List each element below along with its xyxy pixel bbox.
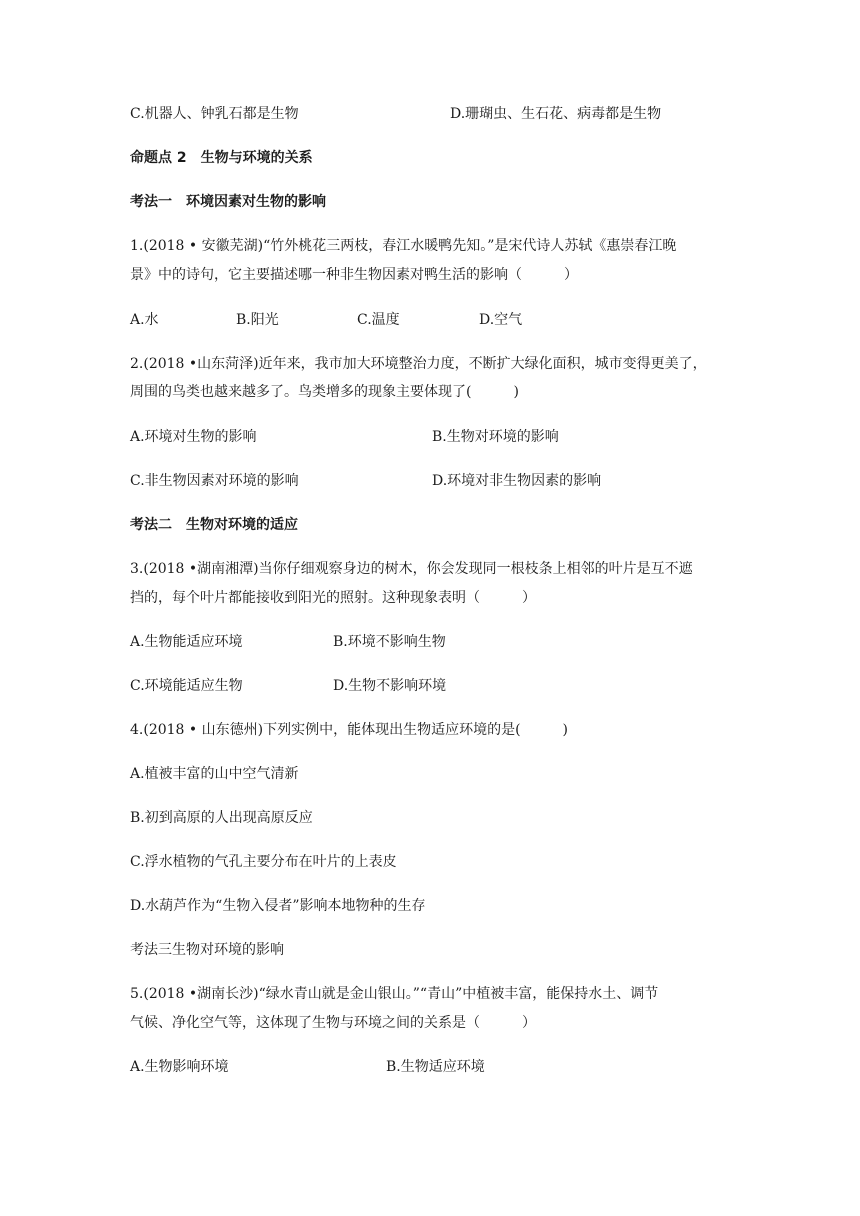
- question-3-line-1: 3.(2018 •湖南湘潭)当你仔细观察身边的树木，你会发现同一根枝条上相邻的叶片是互不遮: [130, 561, 693, 577]
- question-2-line-2: 周围的鸟类也越来越多了。鸟类增多的现象主要体现了( ): [130, 384, 519, 400]
- q2-option-b: B.生物对环境的影响: [432, 429, 559, 445]
- q4-option-a: A.植被丰富的山中空气清新: [130, 766, 299, 782]
- question-5-line-2: 气候、净化空气等，这体现了生物与环境之间的关系是（ ）: [130, 1015, 536, 1031]
- question-1-line-1: 1.(2018 • 安徽芜湖)“竹外桃花三两枝，春江水暖鸭先知。”是宋代诗人苏轼《惠崇春江晚: [130, 238, 677, 254]
- q0-option-d: D.珊瑚虫、生石花、病毒都是生物: [450, 106, 662, 122]
- q3-option-b: B.环境不影响生物: [333, 634, 446, 650]
- method-heading-3: 考法三生物对环境的影响: [130, 942, 284, 958]
- q4-option-d: D.水葫芦作为“生物入侵者”影响本地物种的生存: [130, 898, 426, 914]
- q4-option-b: B.初到高原的人出现高原反应: [130, 810, 313, 826]
- q1-option-d: D.空气: [479, 312, 523, 328]
- question-1-line-2: 景》中的诗句，它主要描述哪一种非生物因素对鸭生活的影响（ ）: [130, 267, 578, 283]
- q2-option-c: C.非生物因素对环境的影响: [130, 473, 299, 489]
- q2-option-a: A.环境对生物的影响: [130, 429, 257, 445]
- method-heading-2: 考法二 生物对环境的适应: [130, 517, 298, 533]
- question-2-line-1: 2.(2018 •山东菏泽)近年来，我市加大环境整治力度，不断扩大绿化面积，城市变得更美了，: [130, 356, 707, 372]
- q5-option-a: A.生物影响环境: [130, 1059, 229, 1075]
- q1-option-a: A.水: [130, 312, 159, 328]
- q3-option-a: A.生物能适应环境: [130, 634, 243, 650]
- q3-option-c: C.环境能适应生物: [130, 678, 243, 694]
- q3-option-d: D.生物不影响环境: [333, 678, 447, 694]
- method-heading-1: 考法一 环境因素对生物的影响: [130, 194, 326, 210]
- section-heading: 命题点 2 生物与环境的关系: [130, 150, 313, 166]
- q4-option-c: C.浮水植物的气孔主要分布在叶片的上表皮: [130, 854, 397, 870]
- question-5-line-1: 5.(2018 •湖南长沙)“绿水青山就是金山银山。”“青山”中植被丰富，能保持水土、调节: [130, 986, 659, 1002]
- q1-option-b: B.阳光: [236, 312, 279, 328]
- question-3-line-2: 挡的，每个叶片都能接收到阳光的照射。这种现象表明（ ）: [130, 590, 536, 606]
- question-4-line-1: 4.(2018 • 山东德州)下列实例中，能体现出生物适应环境的是( ): [130, 722, 568, 738]
- q0-option-c: C.机器人、钟乳石都是生物: [130, 106, 299, 122]
- q5-option-b: B.生物适应环境: [386, 1059, 485, 1075]
- q1-option-c: C.温度: [357, 312, 400, 328]
- q2-option-d: D.环境对非生物因素的影响: [432, 473, 602, 489]
